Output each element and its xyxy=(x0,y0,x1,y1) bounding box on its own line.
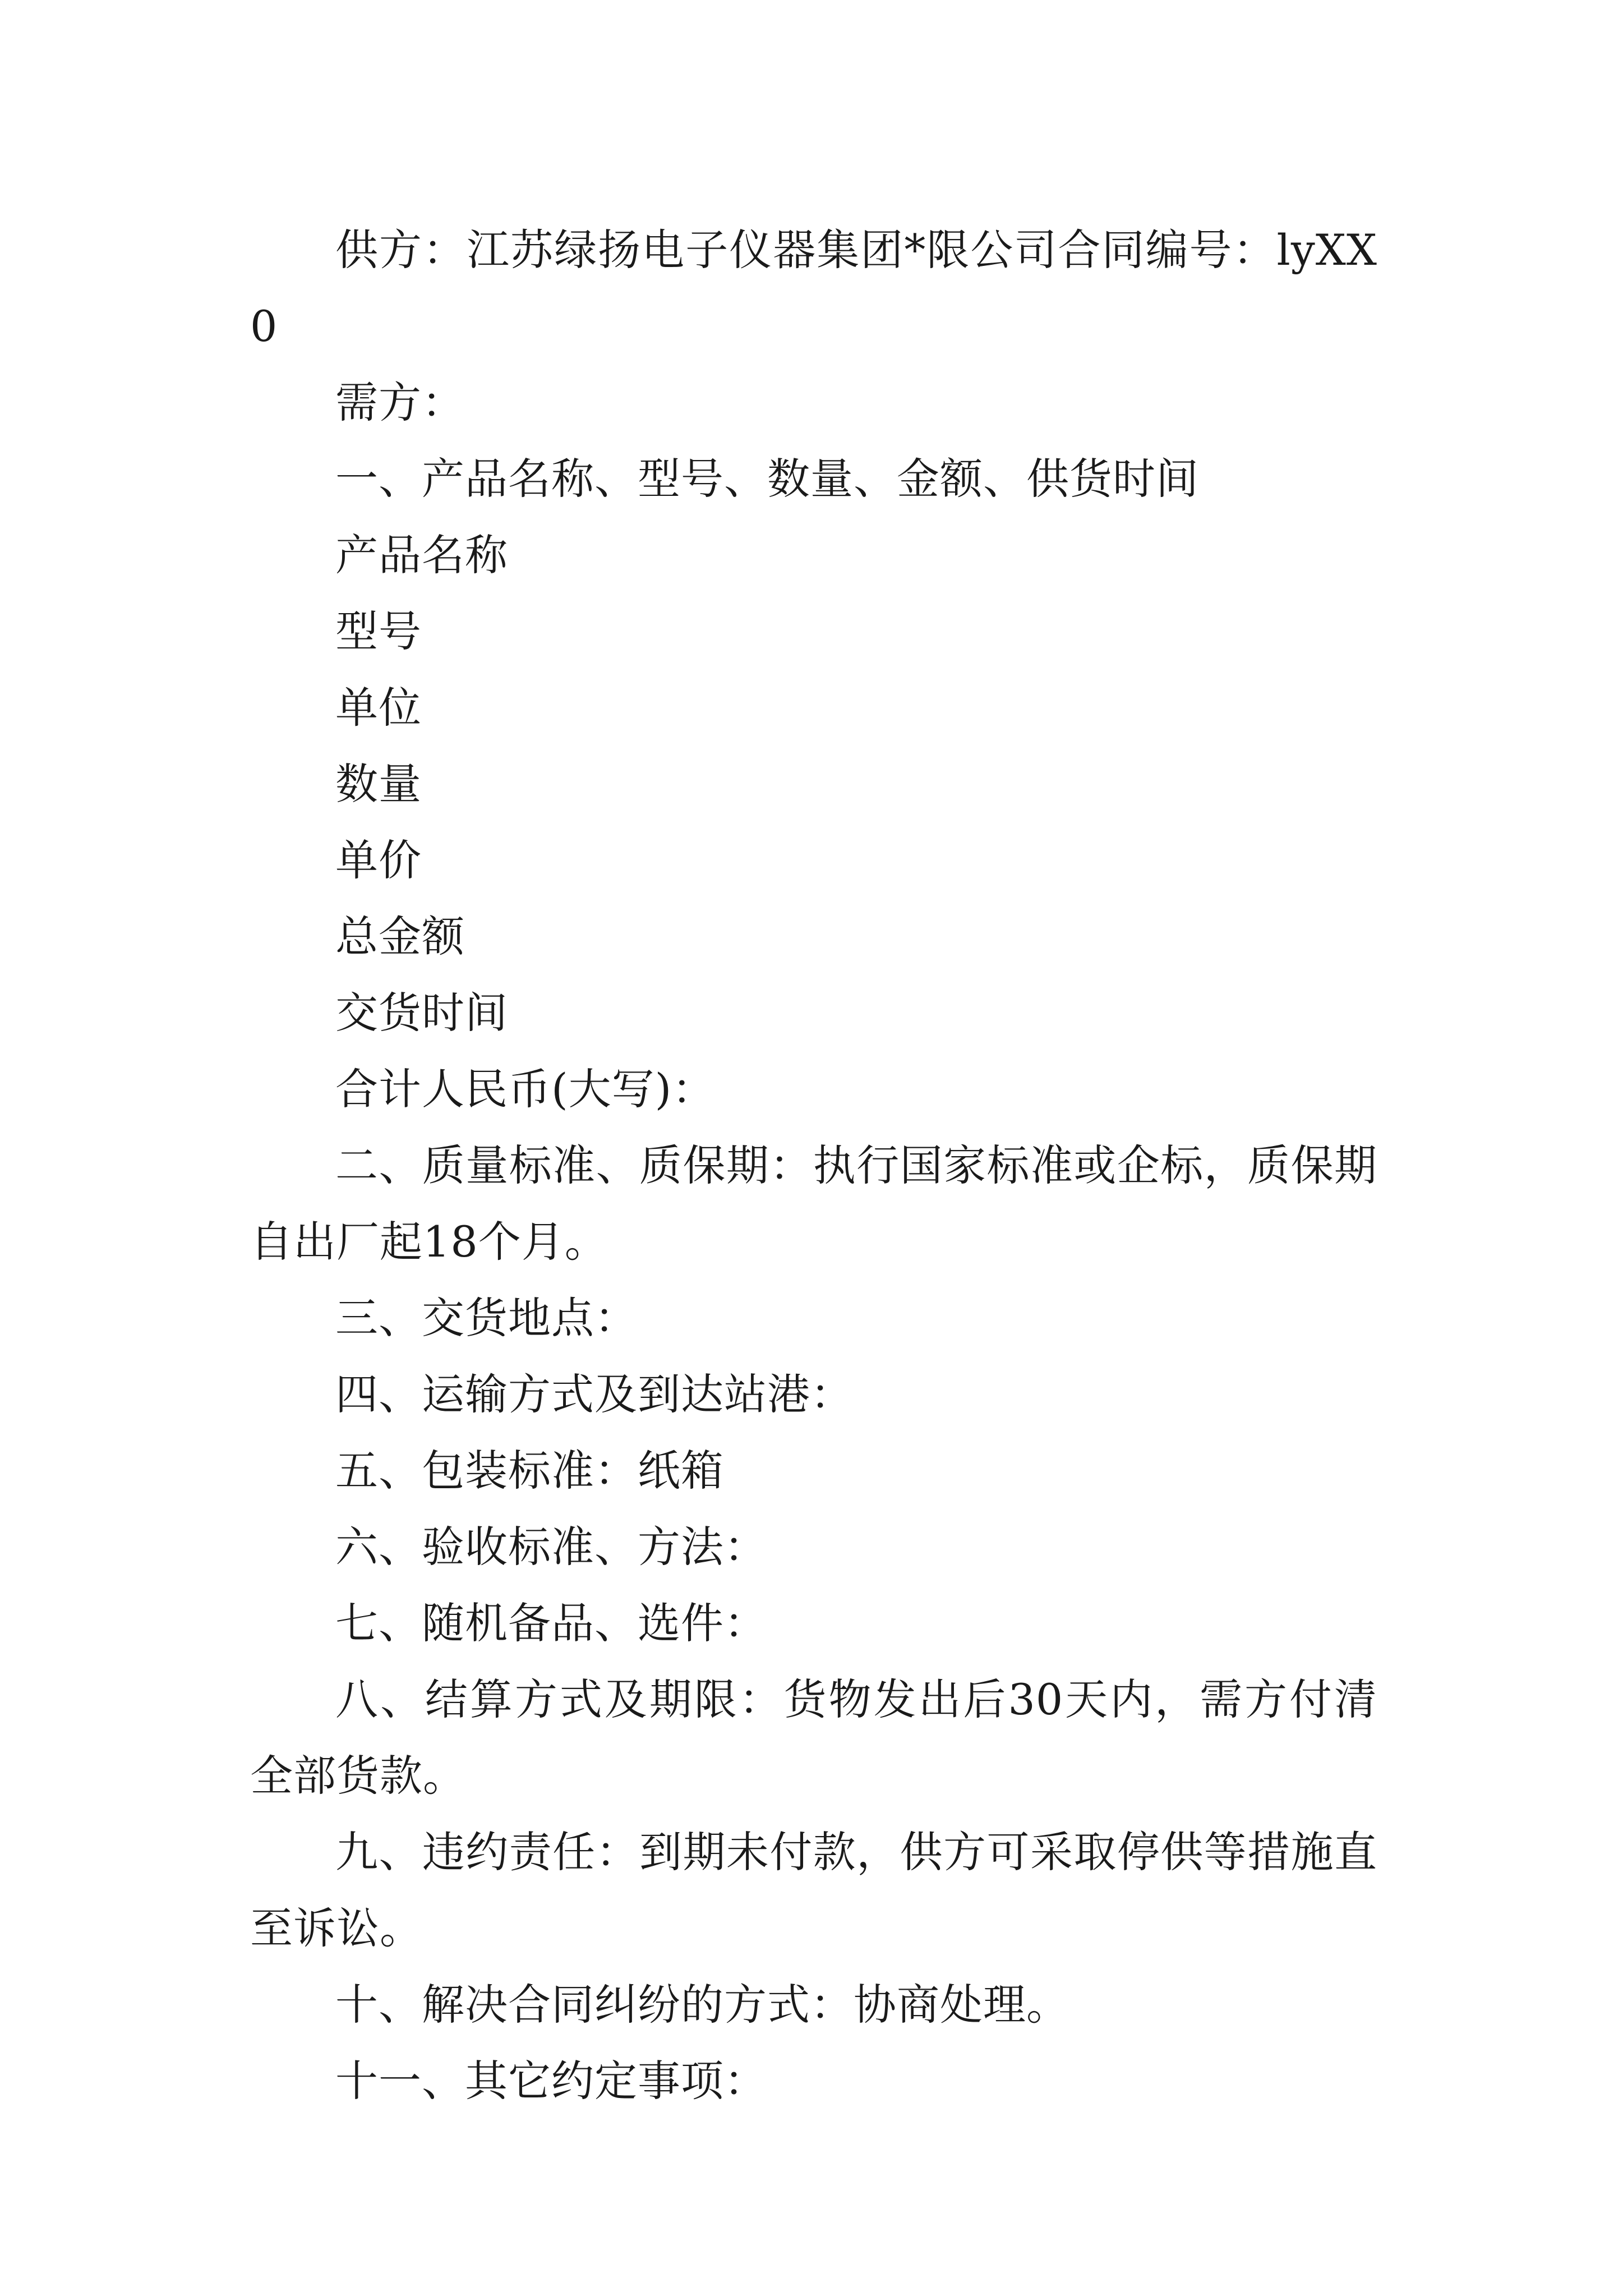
field-unit: 单位 xyxy=(335,683,422,733)
field-unit-price: 单价 xyxy=(335,835,422,885)
buyer-line: 需方： xyxy=(335,378,465,427)
section-5-packaging: 五、包装标准：纸箱 xyxy=(335,1446,724,1496)
field-total-rmb: 合计人民币(大写)： xyxy=(335,1064,716,1114)
section-4-transport: 四、运输方式及到达站港： xyxy=(335,1369,854,1419)
section-2-quality: 二、质量标准、质保期：执行国家标准或企标，质保期自出厂起18个月。 xyxy=(250,1140,1377,1267)
section-1-heading: 一、产品名称、型号、数量、金额、供货时间 xyxy=(335,454,1199,504)
section-9-liability: 九、违约责任：到期未付款，供方可采取停供等措施直至诉讼。 xyxy=(250,1827,1377,1953)
section-7-spares: 七、随机备品、选件： xyxy=(335,1598,767,1648)
field-product-name: 产品名称 xyxy=(335,530,508,580)
section-3-delivery-place: 三、交货地点： xyxy=(335,1293,638,1343)
supplier-line: 供方：江苏绿扬电子仪器集团*限公司合同编号：lyXX0 xyxy=(250,225,1377,351)
section-8-settlement: 八、结算方式及期限：货物发出后30天内，需方付清全部货款。 xyxy=(250,1674,1377,1801)
contract-body xyxy=(250,212,1377,2119)
section-11-other: 十一、其它约定事项： xyxy=(335,2056,767,2106)
field-model: 型号 xyxy=(335,606,422,656)
field-delivery-time: 交货时间 xyxy=(335,988,508,1038)
section-6-acceptance: 六、验收标准、方法： xyxy=(335,1522,767,1572)
section-10-disputes: 十、解决合同纠纷的方式：协商处理。 xyxy=(335,1980,1069,2030)
field-quantity: 数量 xyxy=(335,759,422,809)
field-total-amount: 总金额 xyxy=(335,912,465,961)
